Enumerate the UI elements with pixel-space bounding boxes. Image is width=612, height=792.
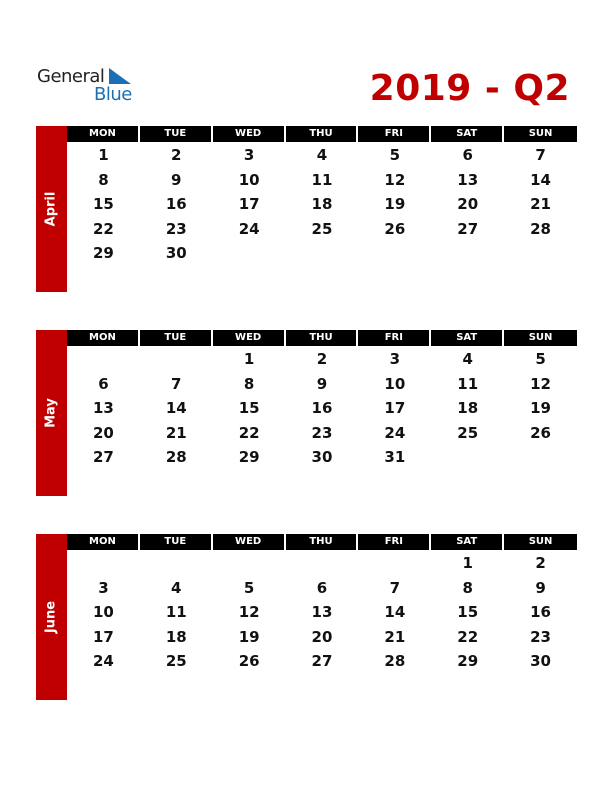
month-band: [36, 534, 67, 700]
weekday-header-row: [67, 330, 577, 346]
day-cell: 19: [530, 399, 551, 417]
day-cell: 8: [243, 374, 255, 393]
weekday-header-row: [67, 126, 577, 142]
day-cell: 13: [311, 603, 333, 621]
day-cell: 26: [384, 219, 406, 238]
empty-day-cell: [431, 445, 504, 470]
day-cell: 23: [530, 627, 551, 646]
day-cell: 24: [384, 423, 406, 442]
day-cell: 5: [389, 146, 401, 164]
day-cell: 18: [457, 399, 479, 417]
day-cell: 11: [457, 374, 479, 393]
day-cell: 22: [238, 423, 260, 442]
day-cell: 16: [530, 603, 551, 621]
month-grid: [67, 126, 577, 266]
weekday-header-row: [67, 534, 577, 550]
day-cell: 24: [238, 219, 260, 238]
day-cell: 18: [165, 627, 187, 646]
empty-day-cell: [286, 551, 359, 576]
month-block-april: [36, 126, 577, 292]
day-cell: 9: [316, 374, 328, 393]
day-cell: 4: [462, 350, 473, 368]
weekday-header-wed: WED: [213, 126, 284, 142]
month-grid: [67, 330, 577, 470]
day-cell: 25: [311, 219, 333, 238]
general-blue-logo: [37, 66, 147, 108]
day-cell: 1: [98, 146, 109, 164]
day-cell: 19: [238, 627, 260, 646]
day-cell: 4: [316, 146, 328, 164]
day-cell: 29: [457, 652, 479, 670]
weekday-header-sat: SAT: [431, 330, 502, 346]
day-cell: 27: [457, 219, 479, 238]
day-cell: 31: [384, 448, 406, 466]
weekday-header-tue: TUE: [140, 126, 211, 142]
weekday-header-sun: SUN: [504, 126, 577, 142]
day-cell: 11: [165, 603, 187, 621]
weekday-header-fri: FRI: [358, 126, 429, 142]
day-cell: 17: [92, 627, 114, 646]
weekday-header-fri: FRI: [358, 534, 429, 550]
day-cell: 16: [311, 399, 333, 417]
logo-triangle-icon: [109, 68, 131, 84]
day-cell: 18: [311, 195, 333, 213]
day-cell: 19: [384, 195, 406, 213]
day-cell: 14: [384, 603, 406, 621]
day-cell: 7: [389, 578, 401, 597]
logo-text-blue: Blue: [94, 84, 132, 105]
day-cell: 5: [243, 578, 255, 597]
month-name: April: [43, 191, 59, 227]
day-cell: 29: [92, 244, 114, 262]
day-cell: 21: [384, 627, 406, 646]
weekday-header-sat: SAT: [431, 534, 502, 550]
day-cell: 15: [238, 399, 260, 417]
day-cell: 28: [530, 219, 551, 238]
day-cell: 7: [171, 374, 182, 393]
weekday-header-tue: TUE: [140, 534, 211, 550]
month-name: June: [43, 600, 59, 634]
month-grid: [67, 534, 577, 674]
day-cell: 7: [535, 146, 546, 164]
day-cell: 12: [384, 170, 406, 189]
weekday-header-thu: THU: [286, 534, 357, 550]
days-grid: [67, 551, 577, 674]
empty-day-cell: [286, 241, 359, 266]
day-cell: 28: [165, 448, 187, 466]
empty-day-cell: [358, 241, 431, 266]
day-cell: 13: [457, 170, 479, 189]
day-cell: 22: [457, 627, 479, 646]
day-cell: 30: [165, 244, 187, 262]
month-name: May: [43, 398, 59, 428]
day-cell: 12: [530, 374, 551, 393]
day-cell: 29: [238, 448, 260, 466]
empty-day-cell: [358, 551, 431, 576]
day-cell: 21: [165, 423, 187, 442]
empty-day-cell: [213, 551, 286, 576]
day-cell: 4: [171, 578, 182, 597]
days-grid: [67, 143, 577, 266]
day-cell: 26: [530, 423, 551, 442]
day-cell: 2: [535, 554, 546, 572]
day-cell: 8: [462, 578, 473, 597]
weekday-header-sun: SUN: [504, 330, 577, 346]
empty-day-cell: [504, 445, 577, 470]
day-cell: 3: [98, 578, 109, 597]
weekday-header-sat: SAT: [431, 126, 502, 142]
day-cell: 6: [98, 374, 109, 393]
day-cell: 8: [98, 170, 109, 189]
empty-day-cell: [431, 241, 504, 266]
day-cell: 21: [530, 195, 551, 213]
day-cell: 20: [457, 195, 479, 213]
day-cell: 12: [238, 603, 260, 621]
day-cell: 22: [92, 219, 114, 238]
month-block-may: [36, 330, 577, 496]
day-cell: 20: [311, 627, 333, 646]
day-cell: 15: [92, 195, 114, 213]
day-cell: 1: [243, 350, 255, 368]
month-band: [36, 126, 67, 292]
day-cell: 11: [311, 170, 333, 189]
day-cell: 1: [462, 554, 473, 572]
weekday-header-mon: MON: [67, 126, 138, 142]
weekday-header-wed: WED: [213, 330, 284, 346]
day-cell: 14: [165, 399, 187, 417]
empty-day-cell: [140, 551, 213, 576]
day-cell: 15: [457, 603, 479, 621]
day-cell: 3: [389, 350, 401, 368]
day-cell: 10: [238, 170, 260, 189]
day-cell: 17: [384, 399, 406, 417]
day-cell: 16: [165, 195, 187, 213]
day-cell: 20: [92, 423, 114, 442]
day-cell: 30: [530, 652, 551, 670]
empty-day-cell: [213, 241, 286, 266]
day-cell: 27: [311, 652, 333, 670]
weekday-header-thu: THU: [286, 330, 357, 346]
day-cell: 10: [384, 374, 406, 393]
weekday-header-fri: FRI: [358, 330, 429, 346]
day-cell: 14: [530, 170, 551, 189]
day-cell: 6: [316, 578, 328, 597]
day-cell: 28: [384, 652, 406, 670]
weekday-header-tue: TUE: [140, 330, 211, 346]
day-cell: 26: [238, 652, 260, 670]
empty-day-cell: [504, 241, 577, 266]
day-cell: 9: [171, 170, 182, 189]
day-cell: 25: [457, 423, 479, 442]
day-cell: 10: [92, 603, 114, 621]
empty-day-cell: [67, 347, 140, 372]
weekday-header-mon: MON: [67, 330, 138, 346]
day-cell: 30: [311, 448, 333, 466]
empty-day-cell: [140, 347, 213, 372]
month-band: [36, 330, 67, 496]
day-cell: 17: [238, 195, 260, 213]
month-block-june: [36, 534, 577, 700]
weekday-header-thu: THU: [286, 126, 357, 142]
day-cell: 23: [165, 219, 187, 238]
day-cell: 3: [243, 146, 255, 164]
day-cell: 13: [92, 399, 114, 417]
day-cell: 27: [92, 448, 114, 466]
day-cell: 2: [316, 350, 328, 368]
page-title: 2019 - Q2: [369, 68, 570, 109]
weekday-header-mon: MON: [67, 534, 138, 550]
day-cell: 25: [165, 652, 187, 670]
days-grid: [67, 347, 577, 470]
day-cell: 23: [311, 423, 333, 442]
weekday-header-sun: SUN: [504, 534, 577, 550]
weekday-header-wed: WED: [213, 534, 284, 550]
day-cell: 24: [92, 652, 114, 670]
day-cell: 5: [535, 350, 546, 368]
empty-day-cell: [67, 551, 140, 576]
day-cell: 2: [171, 146, 182, 164]
day-cell: 9: [535, 578, 546, 597]
logo-text-general: General: [37, 66, 105, 87]
day-cell: 6: [462, 146, 473, 164]
